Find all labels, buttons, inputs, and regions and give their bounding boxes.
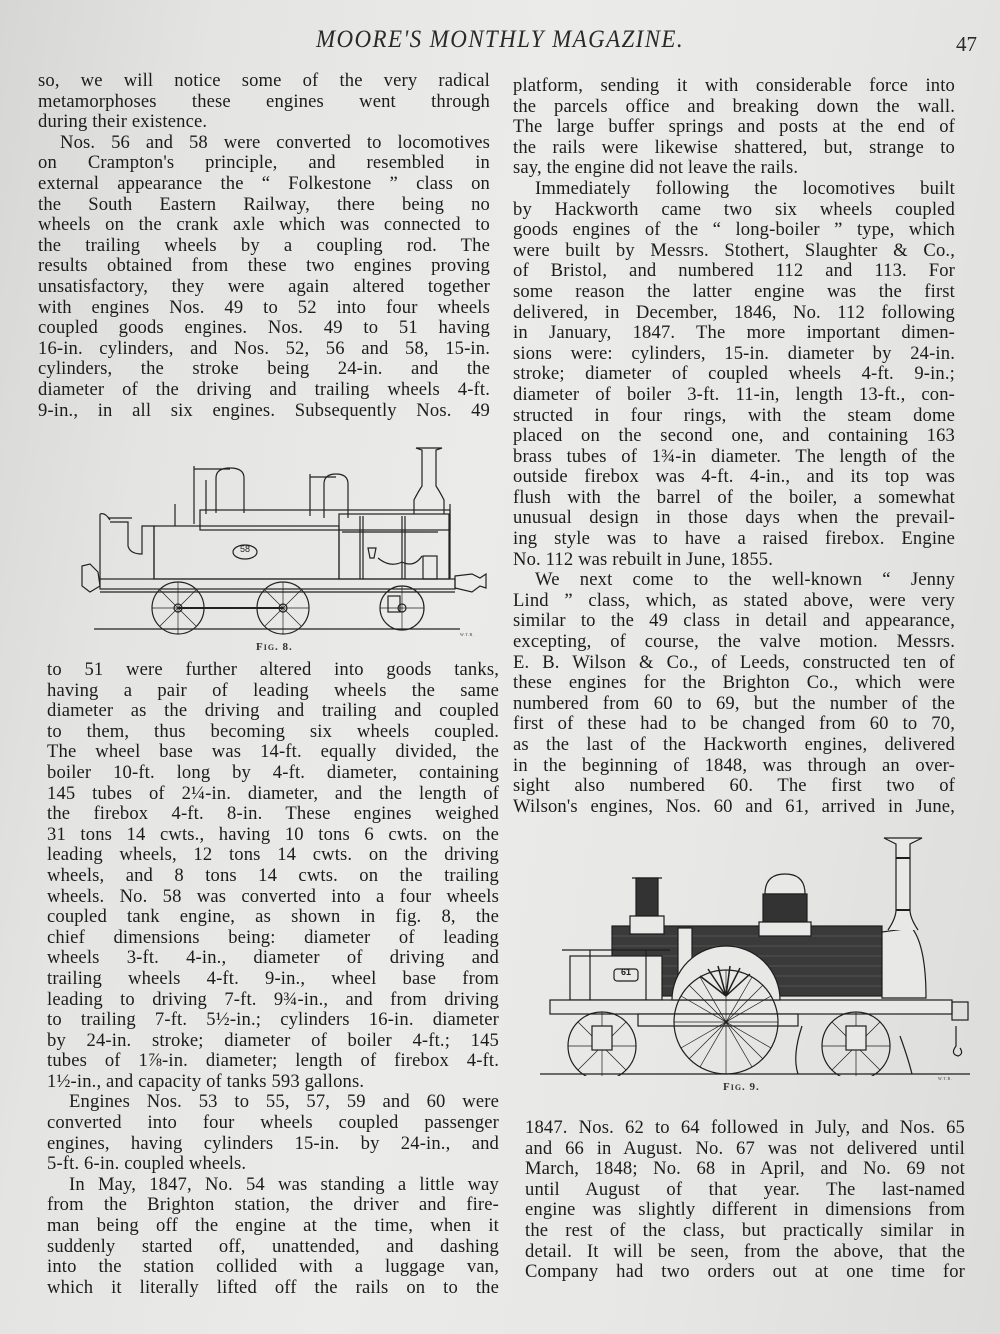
text-line: suddenly started off, unattended, and dashing <box>47 1235 499 1257</box>
text-line: first of these had to be changed from 60 to 70, <box>513 713 955 735</box>
running-board <box>550 1000 952 1014</box>
text-line: diameter as the driving and trailing and coupled <box>47 700 499 722</box>
fig9-engraver-initials: W.T.B. <box>938 1076 953 1081</box>
sandbox-horns <box>378 556 422 564</box>
text-line: tubes of 1⅞-in. diameter; length of firebox 4-ft. <box>47 1050 499 1072</box>
text-line: as the last of the Hackworth engines, delivered <box>513 734 955 755</box>
text-line: these engines for the Brighton Co., which were <box>513 672 955 694</box>
front-buffer <box>455 574 486 592</box>
dome-fluted <box>763 894 807 922</box>
left-column-text-bottom <box>47 660 499 1298</box>
text-line: brass tubes of 1¾-in diameter. The length of the <box>513 445 955 467</box>
text-line: so, we will notice some of the very radical <box>38 70 490 91</box>
text-line: delivered, in December, 1846, No. 112 following <box>513 301 955 323</box>
fig9-engine-number: 61 <box>620 967 631 977</box>
text-line: platform, sending it with considerable force into <box>513 75 955 96</box>
rear-dome <box>216 468 244 513</box>
text-line: detail. It will be seen, from the above, that the <box>525 1240 965 1262</box>
text-line: boiler 10-ft. long by 4-ft. diameter, containing <box>47 761 499 783</box>
text-line: diameter of the driving and trailing wheels 4-ft. <box>38 378 490 400</box>
left-column-text-top <box>38 71 490 421</box>
text-line: converted into four wheels coupled passenger <box>47 1112 499 1134</box>
text-line: the trailing wheels by a coupling rod. The <box>38 234 490 256</box>
chimney <box>414 448 444 514</box>
text-line: until August of that year. The last-named <box>525 1178 965 1200</box>
chimney <box>884 838 922 930</box>
fig8-locomotive-drawing <box>80 436 500 636</box>
text-line: were built by Messrs. Stothert, Slaughter & Co., <box>513 239 955 261</box>
figure-9 <box>540 826 1000 1096</box>
text-line: placed on the second one, and containing 163 <box>513 425 955 447</box>
text-line: excepting, of course, the valve motion. Messrs. <box>513 631 955 653</box>
text-line: unsatisfactory, they were again altered together <box>38 275 490 297</box>
text-line: from the Brighton station, the driver and fire- <box>47 1194 499 1216</box>
text-line: flush with the barrel of the boiler, a somewhat <box>513 486 955 508</box>
text-line: and 66 in August. No. 67 was not delivered until <box>525 1137 965 1159</box>
text-line: man being off the engine at the time, when it <box>47 1215 499 1237</box>
text-line: some reason the latter engine was the first <box>513 280 955 302</box>
text-line: wheels 3-ft. 4-in., diameter of driving and <box>47 947 499 969</box>
text-line: diameter of boiler 3-ft. 11-in, length 13-ft., con- <box>513 383 955 405</box>
text-line: to them, thus becoming six wheels coupled. <box>47 720 499 742</box>
text-line: coupled tank engine, as shown in fig. 8, the <box>47 906 499 928</box>
fig8-caption: Fig. 8. <box>256 641 293 653</box>
text-line: Lind ” class, which, as stated above, were very <box>513 589 955 611</box>
text-line: into the station collided with a luggage van, <box>47 1256 499 1278</box>
text-line: on Crampton's principle, and resembled in <box>38 152 490 174</box>
text-line: 31 tons 14 cwts., having 10 tons 6 cwts. on the <box>47 823 499 845</box>
fig9-locomotive-drawing <box>540 826 980 1076</box>
text-line: The wheel base was 14-ft. equally divided, the <box>47 741 499 763</box>
front-dome <box>324 474 348 518</box>
coupling-hook <box>953 1026 961 1056</box>
text-line: 9-in., in all six engines. Subsequently Nos. 49 <box>38 399 490 421</box>
fig8-engraver-initials: W.T.B. <box>460 632 475 637</box>
text-line: No. 112 was rebuilt in June, 1855. <box>513 548 774 570</box>
text-line: 1½-in., and capacity of tanks 593 gallons. <box>47 1070 365 1092</box>
text-line: The large buffer springs and posts at the end of <box>513 116 955 138</box>
text-line: E. B. Wilson & Co., of Leeds, constructed ten of <box>513 651 955 673</box>
fig8-engine-number: 58 <box>239 544 250 554</box>
text-line: which it literally lifted off the rails on to the <box>47 1276 499 1298</box>
text-line: with engines Nos. 49 to 52 into four wheels <box>38 296 490 318</box>
text-line: wheels on the crank axle which was connected to <box>38 214 490 236</box>
text-line: during their existence. <box>38 111 208 133</box>
text-line: 1847. Nos. 62 to 64 followed in July, and Nos. 65 <box>525 1117 965 1138</box>
text-line: ing style was to have a raised firebox. Engine <box>513 528 955 550</box>
text-line: by 24-in. stroke; diameter of boiler 4-ft.; 145 <box>47 1029 499 1051</box>
text-line: in January, 1847. The more important dimen- <box>513 322 955 344</box>
text-line: the firebox 4-ft. 8-in. These engines weighed <box>47 803 499 825</box>
text-line: Immediately following the locomotives built <box>535 177 955 199</box>
text-line: to trailing 7-ft. 5½-in.; cylinders 16-in. diameter <box>47 1009 499 1031</box>
safety-valve-column <box>636 878 658 916</box>
text-line: outside firebox was 4-ft. 4-in., and its top was <box>513 466 955 488</box>
text-line: say, the engine did not leave the rails. <box>513 157 799 179</box>
text-line: having a pair of leading wheels the same <box>47 679 499 701</box>
text-line: 16-in. cylinders, and Nos. 52, 56 and 58, 15-in. <box>38 337 490 359</box>
smokebox <box>882 928 926 998</box>
text-line: sions were: cylinders, 15-in. diameter by 24-in. <box>513 342 955 364</box>
text-line: of Bristol, and numbered 112 and 113. For <box>513 260 955 282</box>
text-line: Company had two orders out at one time for <box>525 1261 965 1283</box>
text-line: unusual design in those days when the prevail- <box>513 507 955 529</box>
text-line: engines, having cylinders 15-in. by 24-in., and <box>47 1132 499 1154</box>
text-line: goods engines of the “ long-boiler ” type, which <box>513 219 955 241</box>
text-line: 145 tubes of 2¼-in. diameter, and the length of <box>47 782 499 804</box>
dome-cap <box>765 874 805 894</box>
text-line: Wilson's engines, Nos. 60 and 61, arrived in June, <box>513 795 955 817</box>
text-line: to 51 were further altered into goods tanks, <box>47 659 499 680</box>
text-line: In May, 1847, No. 54 was standing a little way <box>69 1173 499 1195</box>
page-number: 47 <box>956 32 977 56</box>
text-line: 5-ft. 6-in. coupled wheels. <box>47 1153 247 1175</box>
text-line: sight also numbered 60. The first two of <box>513 775 955 797</box>
text-line: cylinders, the stroke being 24-in. and the <box>38 358 490 380</box>
text-line: the parcels office and breaking down the wall. <box>513 95 955 117</box>
text-line: the rails were likewise shattered, but, strange to <box>513 136 955 158</box>
rear-buffer <box>82 564 100 592</box>
running-head-title: MOORE'S MONTHLY MAGAZINE. <box>316 26 684 53</box>
boiler-barrel <box>339 514 449 579</box>
text-line: chief dimensions being: diameter of leading <box>47 926 499 948</box>
text-line: wheels, and 8 tons 14 cwts. on the trailing <box>47 864 499 886</box>
text-line: external appearance the “ Folkestone ” class on <box>38 172 490 194</box>
right-column-text-bottom <box>525 1118 965 1283</box>
cab-side <box>110 522 154 579</box>
text-line: wheels. No. 58 was converted into a four wheels <box>47 885 499 907</box>
text-line: the South Eastern Railway, there being no <box>38 193 490 215</box>
text-line: We next come to the well-known “ Jenny <box>535 569 955 591</box>
text-line: in the beginning of 1848, was through an over- <box>513 754 955 776</box>
text-line: coupled goods engines. Nos. 49 to 51 having <box>38 317 490 339</box>
cab-back <box>100 514 110 579</box>
fig9-caption: Fig. 9. <box>723 1081 760 1093</box>
text-line: engine was slightly different in dimensions from <box>525 1199 965 1221</box>
text-line: results obtained from these two engines proving <box>38 255 490 277</box>
cab-side <box>570 956 662 1000</box>
text-line: leading to driving 7-ft. 9¾-in., and from driving <box>47 988 499 1010</box>
text-line: metamorphoses these engines went through <box>38 90 490 112</box>
right-column-text-top <box>513 76 955 817</box>
text-line: by Hackworth came two six wheels coupled <box>513 198 955 220</box>
text-line: numbered from 60 to 69, but the number of the <box>513 692 955 714</box>
text-line: trailing wheels 4-ft. 9-in., wheel base from <box>47 967 499 989</box>
text-line: stroke; diameter of coupled wheels 4-ft. 9-in.; <box>513 363 955 385</box>
text-line: similar to the 49 class in detail and appearance, <box>513 610 955 632</box>
text-line: Engines Nos. 53 to 55, 57, 59 and 60 were <box>69 1091 499 1113</box>
text-line: leading wheels, 12 tons 14 cwts. on the driving <box>47 844 499 866</box>
text-line: March, 1848; No. 68 in April, and No. 69 not <box>525 1158 965 1180</box>
figure-8 <box>80 436 500 656</box>
text-line: the rest of the class, but practically similar in <box>525 1219 965 1241</box>
front-buffer <box>952 1002 968 1020</box>
text-line: Nos. 56 and 58 were converted to locomotives <box>60 131 490 153</box>
text-line: structed in four rings, with the steam dome <box>513 404 955 426</box>
